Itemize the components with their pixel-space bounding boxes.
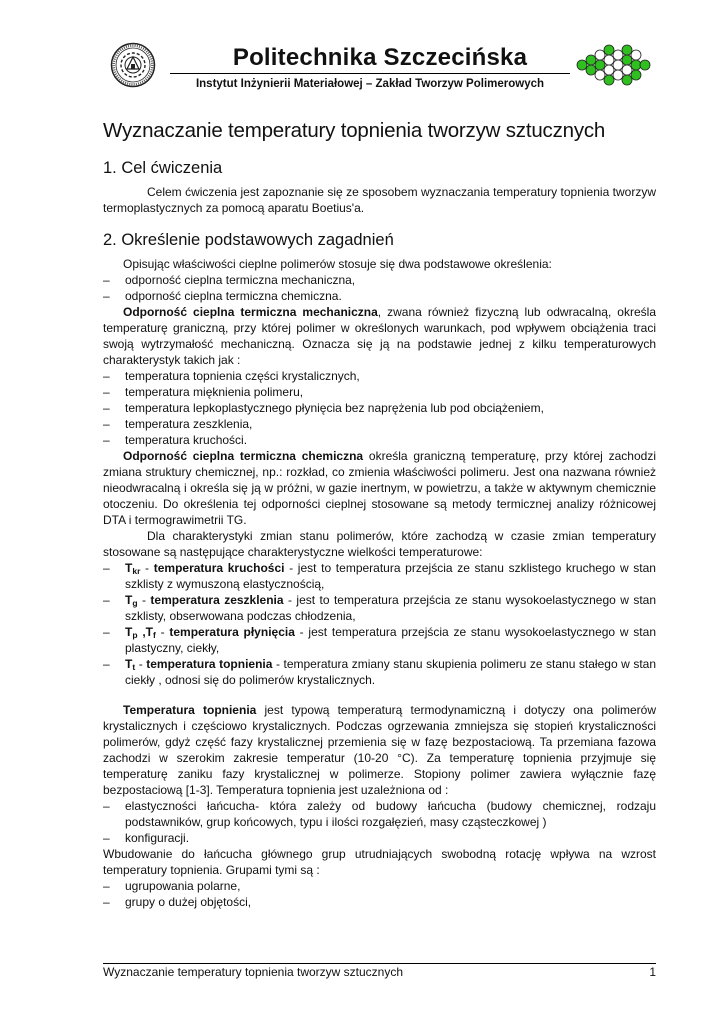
term-bold: Odporność cieplna termiczna mechaniczna bbox=[123, 305, 378, 319]
document-title: Wyznaczanie temperatury topnienia tworzyw sztucznych bbox=[103, 119, 606, 142]
list-item: – grupy o dużej objętości, bbox=[103, 895, 252, 909]
footer-divider bbox=[103, 963, 656, 964]
list-item: – odporność cieplna termiczna chemiczna. bbox=[103, 289, 342, 303]
mechanical-resistance-paragraph: Odporność cieplna termiczna mechaniczna, zwana również fizyczną lub odwracalną, określa temperaturę graniczną, przy której polimer w określonych warunkach, pod wpływem obciążenia traci swoją wytrzymałość mechaniczną. Oznacza się ją na podstawie jednej z kilku temperaturowych charakterystyk takich jak : bbox=[103, 305, 656, 367]
chemical-resistance-paragraph: Odporność cieplna termiczna chemiczna określa graniczną temperaturę, przy której zachodzi zmiana struktury chemicznej, np.: rozkład, co zmienia właściwości polimeru. Jest ona nazwana również nieodwracalną i określa się ją w próżni, w gazie inertnym, w powietrzu, a także w aktywnym chemicznie otoczeniu. Do określenia tej odporności cieplnej stosowane są metody termicznej analizy różnicowej DTA i termograwimetrii TG. bbox=[103, 449, 656, 527]
institute-name: Instytut Inżynierii Materiałowej – Zakład Tworzyw Polimerowych bbox=[195, 78, 545, 90]
list-item: – $T_p$ $,T_f$ - temperatura płynięcia - jest temperatura przejścia ze stanu wysokoelastycznego w stan plastyczny, ciekły, bbox=[103, 625, 656, 655]
list-item: – $T_g$ - temperatura zeszklenia - jest to temperatura przejścia ze stanu wysokoelastycznego w stan szklisty, obserwowana podczas chłodzenia, bbox=[103, 593, 656, 623]
university-seal-icon bbox=[110, 42, 156, 88]
groups-list bbox=[103, 878, 656, 910]
characteristics-list bbox=[103, 368, 656, 448]
list-item: – konfiguracji. bbox=[103, 831, 190, 845]
list-item: – temperatura zeszklenia, bbox=[103, 417, 253, 431]
list-item: – elastyczności łańcucha- która zależy od budowy łańcucha (budowy chemicznej, rodzaju podstawników, grup końcowych, typu i ilości rozgałęzień, masy cząsteczkowej ) bbox=[103, 799, 656, 829]
properties-list bbox=[103, 272, 656, 304]
list-item: – odporność cieplna termiczna mechaniczna, bbox=[103, 273, 356, 287]
characteristics-intro: Dla charakterystyki zmian stanu polimerów, które zachodzą w czasie zmian temperatury stosowane są następujące charakterystyczne wielkości temperaturowe: bbox=[103, 529, 656, 559]
temperatures-list bbox=[103, 560, 656, 688]
melting-temperature-paragraph: Temperatura topnienia jest typową temperaturą termodynamiczną i dotyczy ona polimerów krystalicznych i częściowo krystalicznych. Podczas ogrzewania zmniejsza się stopień krystaliczności polimerów, gdyż część fazy krystalicznej przemienia się w fazę bezpostaciową. Ta przemiana fazowa zachodzi w szerokim zakresie temperatur (10-20 °C). Za temperaturę topnienia przyjmuje się temperaturę zaniku fazy krystalicznej w polimerze. Stopiony polimer zawiera wyłącznie fazę bezpostaciową [1-3]. Temperatura topnienia jest uzależniona od : bbox=[103, 703, 657, 797]
list-item: – temperatura topnienia części krystalicznych, bbox=[103, 369, 360, 383]
organization-name: Politechnika Szczecińska bbox=[232, 44, 528, 71]
list-item: – $T_{kr}$ - temperatura kruchości - jest to temperatura przejścia ze stanu szklistego kruchego w stan szklisty z wymuszoną elastycznością, bbox=[103, 561, 656, 591]
section-1-text: Celem ćwiczenia jest zapoznanie się ze sposobem wyznaczania temperatury topnienia tworzyw termoplastycznych za pomocą aparatu Boetius'a. bbox=[103, 185, 656, 215]
list-item: – temperatura mięknienia polimeru, bbox=[103, 385, 304, 399]
molecule-logo-icon bbox=[572, 40, 652, 90]
dependency-list bbox=[103, 798, 656, 846]
term-bold: Temperatura topnienia bbox=[123, 703, 257, 717]
list-item: – ugrupowania polarne, bbox=[103, 879, 241, 893]
section-2-intro: Opisując właściwości cieplne polimerów stosuje się dwa podstawowe określenia: bbox=[123, 257, 552, 271]
page-number: 1 bbox=[649, 965, 656, 979]
document-body bbox=[103, 118, 656, 910]
list-item: – temperatura lepkoplastycznego płynięcia bez naprężenia lub pod obciążeniem, bbox=[103, 401, 544, 415]
footer-title: Wyznaczanie temperatury topnienia tworzyw sztucznych bbox=[103, 965, 404, 979]
term-bold: Odporność cieplna termiczna chemiczna bbox=[123, 449, 364, 463]
header-divider bbox=[170, 73, 570, 74]
section-2-heading: 2. Określenie podstawowych zagadnień bbox=[103, 231, 394, 249]
groups-paragraph: Wbudowanie do łańcucha głównego grup utrudniających swobodną rotację wpływa na wzrost temperatury topnienia. Grupami tymi są : bbox=[103, 847, 656, 877]
list-item: – temperatura kruchości. bbox=[103, 433, 248, 447]
section-1-heading: 1. Cel ćwiczenia bbox=[103, 159, 223, 177]
list-item: – $T_t$ - temperatura topnienia - temperatura zmiany stanu skupienia polimeru ze stanu stałego w stan ciekły , odnosi się do polimerów krystalicznych. bbox=[103, 657, 657, 687]
